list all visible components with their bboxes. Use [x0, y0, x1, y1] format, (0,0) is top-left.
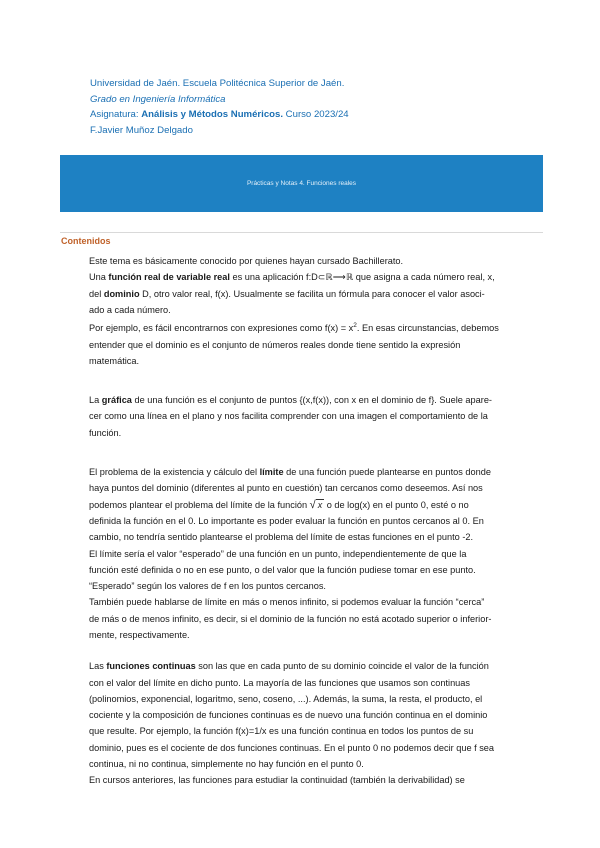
document-header [90, 76, 349, 138]
sqrt-symbol: √ x [309, 498, 323, 511]
author-line: F.Javier Muñoz Delgado [90, 124, 193, 136]
course-text: Curso 2023/24 [283, 109, 349, 120]
subject-line [90, 107, 349, 123]
paragraph-example: Por ejemplo, es fácil encontrarnos con expresiones como $f(x) = x^2$. En esas circunstancias, debemos entender que el dominio es el conjunto de números reales donde tiene sentido la expresión matemática. [89, 322, 499, 366]
degree-text: Grado en Ingeniería Informática [90, 93, 226, 105]
banner-title: Prácticas y Notas 4. Funciones reales [246, 180, 357, 187]
subject-prefix: Asignatura: [90, 109, 142, 120]
paragraph-limit: El problema de la existencia y cálculo del límite de una función puede plantearse en puntos donde haya puntos del dominio (diferentes al punto en cuestión) tan cercanos como deseemos. Así nos podemos plantear el problema del límite de la función √ x o de log(x) en el punto 0, esté o no definida la función en el 0. Lo importante es poder evaluar la función en puntos cercanos al 0. En cambio, no tendría sentido plantearse el problema del límite de estas funciones en el punto -2. El límite sería el valor “esperado” de una función en un punto, independientemente de que la función esté definida o no en ese punto, o del valor que la función pudiese tomar en ese punto. “Esperado” según los valores de f en los puntos cercanos. También puede hablarse de límite en más o menos infinito, si podemos evaluar la función “cerca” de más o de menos infinito, es decir, si el dominio de la función no está acotado superior o inferior- mente, respectivamente. [89, 467, 492, 640]
paragraph-definition: Una función real de variable real es una aplicación f:D⊂ℝ⟶ℝ que asigna a cada número real, x, del dominio D, otro valor real, f(x). Usualmente se facilita un fórmula para conocer el valor asoci- ado a cada número. [89, 272, 495, 315]
content-body [89, 253, 529, 789]
paragraph-continuous: Las funciones continuas son las que en cada punto de su dominio coincide el valor de la función con el valor del límite en dicho punto. La mayoría de las funciones que usamos son continuas (polinomios, exponencial, logaritmo, seno, coseno, ...). Además, la suma, la resta, el producto, el cociente y la composición de funciones continuas es de nuevo una función continua en el dominio que resulte. Por ejemplo, la función f(x)=1/x es una función continua en todos los puntos de su dominio, pues es el cociente de dos funciones continuas. En el punto 0 no podemos decir que f sea continua, ni no continua, simplemente no hay función en el punto 0. En cursos anteriores, las funciones para estudiar la continuidad (también la derivabilidad) se [89, 661, 495, 786]
university-line: Universidad de Jaén. Escuela Politécnica Superior de Jaén. [90, 78, 345, 89]
section-title: Contenidos [61, 236, 111, 246]
paragraph-intro: Este tema es básicamente conocido por quienes hayan cursado Bachillerato. [89, 256, 404, 266]
section-divider [60, 232, 543, 233]
subject-name: Análisis y Métodos Numéricos. [141, 109, 284, 120]
degree-line [90, 92, 349, 108]
paragraph-graph: La gráfica de una función es el conjunto de puntos {(x,f(x)), con x en el dominio de f}. Suele apare- cer como una línea en el plano y nos facilita comprender con una imagen el comportamiento de la función. [89, 395, 492, 438]
title-banner [60, 155, 543, 212]
